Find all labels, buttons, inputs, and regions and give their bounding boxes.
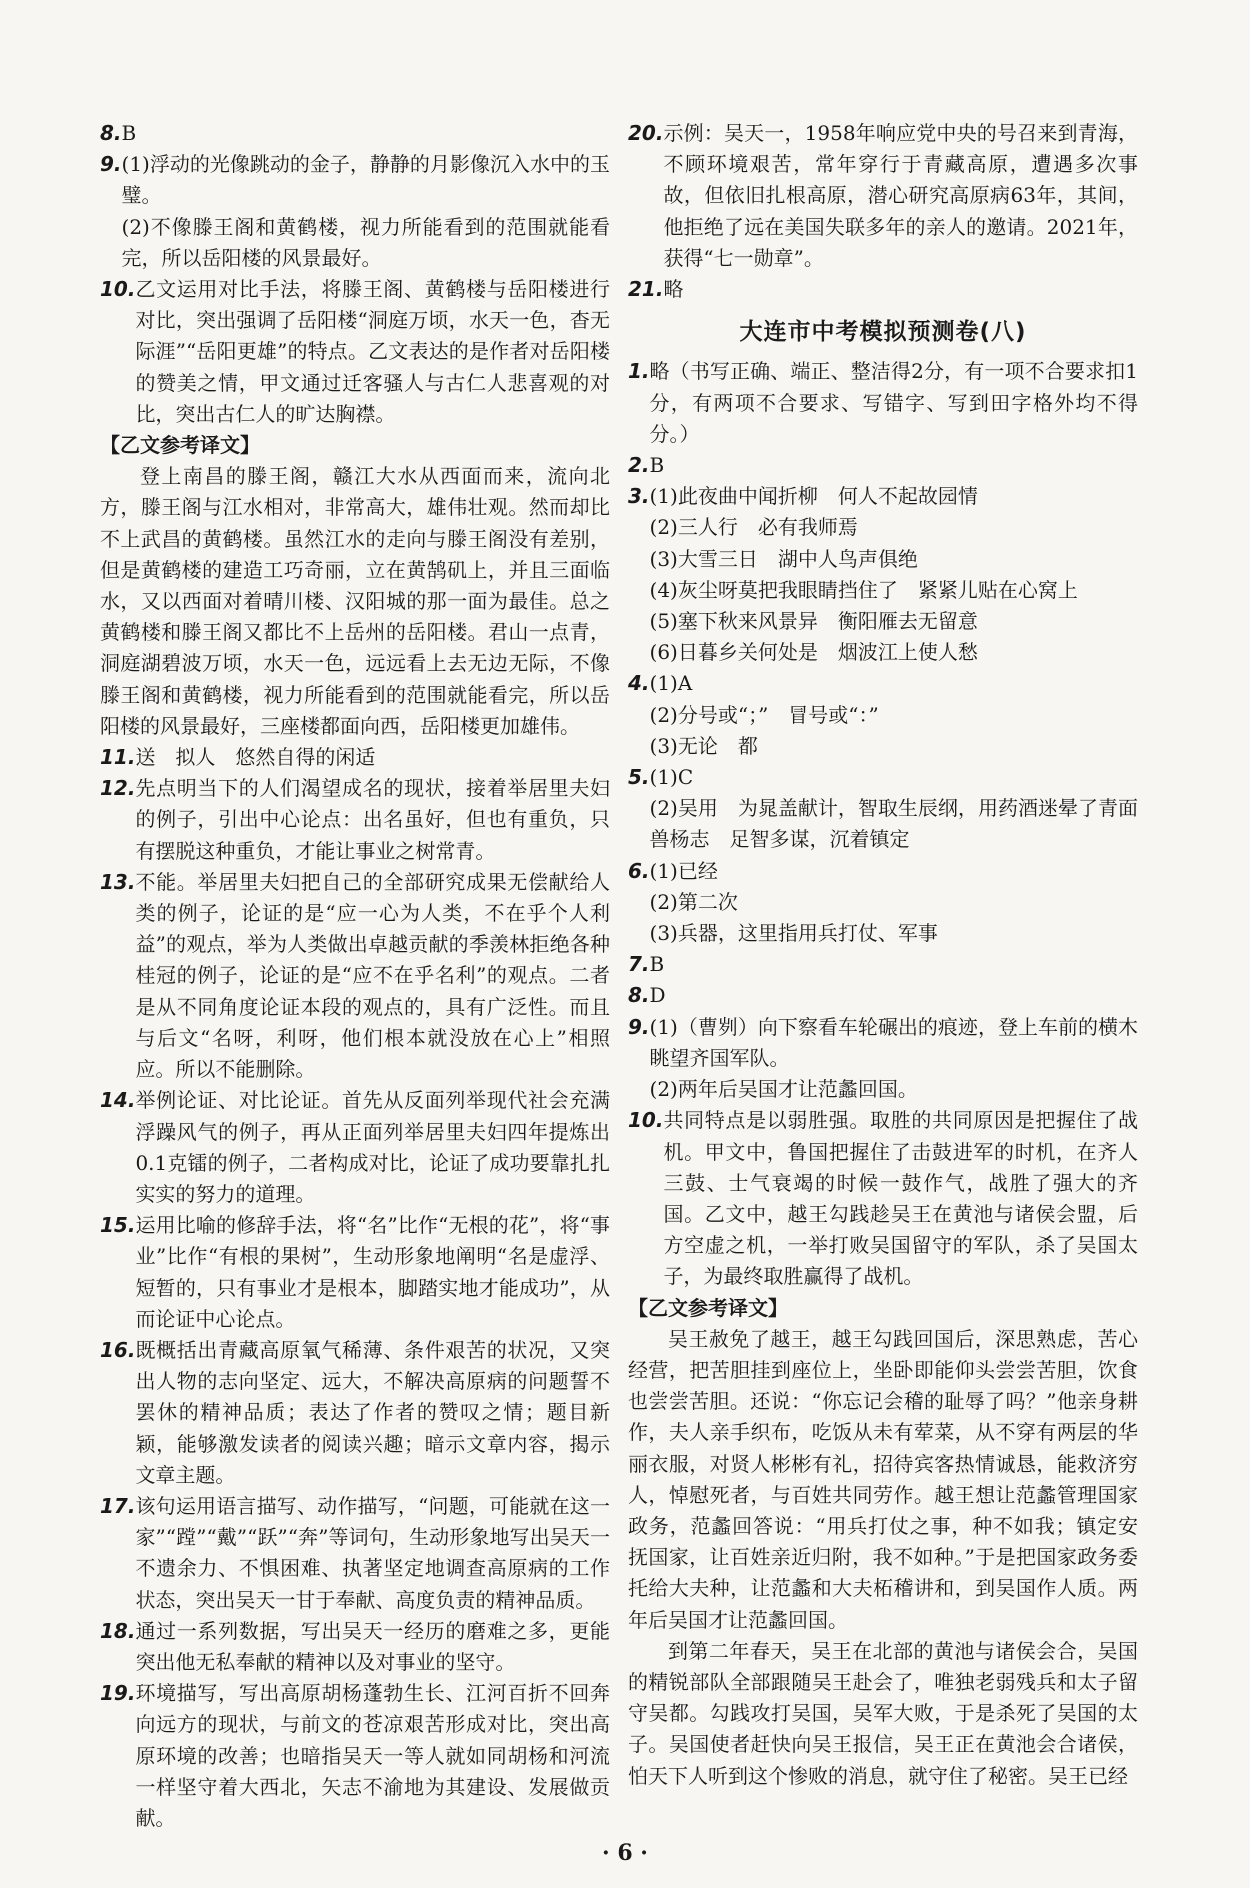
answer-number: 19. — [100, 1681, 136, 1706]
answer-item — [100, 1085, 610, 1210]
answer-line: (1)此夜曲中闻折柳 何人不起故园情 — [649, 484, 978, 509]
answer-number: 10. — [100, 277, 136, 302]
answer-number: 21. — [628, 277, 664, 302]
translation-heading: 【乙文参考译文】 — [100, 433, 260, 458]
answer-number: 8. — [628, 983, 650, 1008]
answer-line: 通过一系列数据，写出吴天一经历的磨难之多，更能突出他无私奉献的精神以及对事业的坚守。 — [135, 1618, 610, 1674]
answer-item — [100, 1491, 610, 1616]
answer-line: 该句运用语言描写、动作描写，“问题，可能就在这一家”“蹚”“戴”“跃”“奔”等词句，生动形象地写出吴天一不遗余力、不惧困难、执著坚定地调查高原病的工作状态，突出吴天一甘于奉献、高度负责的精神品质。 — [135, 1493, 610, 1612]
answer-text — [135, 1335, 610, 1491]
answer-text — [650, 668, 1138, 762]
answer-item — [628, 856, 1138, 950]
answer-item — [100, 1678, 610, 1834]
answer-number: 10. — [628, 1108, 664, 1133]
answer-line: (2)分号或“；” 冒号或“：” — [649, 702, 879, 727]
answer-line: (2)吴用 为晁盖献计，智取生辰纲，用药酒迷晕了青面兽杨志 足智多谋，沉着镇定 — [649, 796, 1138, 852]
answer-number: 7. — [628, 952, 650, 977]
answer-number: 14. — [100, 1088, 136, 1113]
answer-number: 9. — [628, 1014, 650, 1039]
answer-text — [650, 356, 1138, 450]
answer-item — [100, 773, 610, 867]
answer-item — [628, 1012, 1138, 1106]
translation-paragraph: 吴王赦免了越王，越王勾践回国后，深思熟虑，苦心经营，把苦胆挂到座位上，坐卧即能仰头尝尝苦胆，饮食也尝尝苦胆。还说：“你忘记会稽的耻辱了吗？”他亲身耕作，夫人亲手织布，吃饭从未有荤菜，从不穿有两层的华丽衣服，对贤人彬彬有礼，招待宾客热情诚恳，能救济穷人，悼慰死者，与百姓共同劳作。越王想让范蠡管理国家政务，范蠡回答说：“用兵打仗之事，种不如我；镇定安抚国家，让百姓亲近归附，我不如种。”于是把国家政务委托给大夫种，让范蠡和大夫柘稽讲和，到吴国作人质。两年后吴国才让范蠡回国。 — [628, 1326, 1138, 1632]
answer-line: 环境描写，写出高原胡杨蓬勃生长、江河百折不回奔向远方的现状，与前文的苍凉艰苦形成对比，突出高原环境的改善；也暗指吴天一等人就如同胡杨和河流一样坚守着大西北，矢志不渝地为其建设、发展做贡献。 — [135, 1681, 610, 1830]
answer-line: 运用比喻的修辞手法，将“名”比作“无根的花”，将“事业”比作“有根的果树”，生动形象地阐明“名是虚浮、短暂的，只有事业才是根本，脚踏实地才能成功”，从而论证中心论点。 — [135, 1213, 610, 1331]
answer-text — [663, 1105, 1138, 1292]
answer-text — [122, 118, 610, 149]
answer-number: 17. — [100, 1493, 136, 1518]
answer-number: 4. — [628, 671, 650, 696]
answer-line: (5)塞下秋来风景异 衡阳雁去无留意 — [649, 609, 978, 634]
answer-line: 略 — [663, 277, 684, 302]
answer-item — [628, 356, 1138, 450]
answer-line: (6)日暮乡关何处是 烟波江上使人愁 — [649, 640, 978, 665]
answer-item — [100, 149, 610, 274]
answer-number: 3. — [628, 484, 650, 509]
answer-number: 18. — [100, 1618, 136, 1643]
translation-paragraph: 登上南昌的滕王阁，赣江大水从西面而来，流向北方，滕王阁与江水相对，非常高大，雄伟壮观。然而却比不上武昌的黄鹤楼。虽然江水的走向与滕王阁没有差别，但是黄鹤楼的建造工巧奇丽，立在黄鹄矶上，并且三面临水，又以西面对着晴川楼、汉阳城的那一面为最佳。总之黄鹤楼和滕王阁又都比不上岳州的岳阳楼。君山一点青，洞庭湖碧波万顷，水天一色，远远看上去无边无际，不像滕王阁和黄鹤楼，视力所能看到的范围就能看完，所以岳阳楼的风景最好，三座楼都面向西，岳阳楼更加雄伟。 — [100, 464, 610, 738]
answer-item — [100, 867, 610, 1085]
answer-line: 先点明当下的人们渴望成名的现状，接着举居里夫妇的例子，引出中心论点：出名虽好，但也有重负，只有摆脱这种重负，才能让事业之树常青。 — [135, 776, 610, 863]
answer-line: (1)C — [649, 765, 694, 790]
answer-line: (3)大雪三日 湖中人鸟声俱绝 — [649, 546, 918, 571]
answer-line: 送 拟人 悠然自得的闲适 — [135, 745, 376, 770]
answer-item — [628, 274, 1138, 305]
answer-number: 9. — [100, 152, 122, 177]
answer-line: (3)兵器，这里指用兵打仗、军事 — [649, 921, 938, 946]
answer-text — [663, 118, 1138, 274]
answer-text — [135, 1678, 610, 1834]
answer-number: 1. — [628, 359, 650, 384]
answer-line: B — [121, 121, 137, 145]
answer-item — [628, 118, 1138, 274]
answer-item — [100, 1616, 610, 1678]
page-number: · 6 · — [602, 1840, 648, 1866]
section-title: 大连市中考模拟预测卷(八) — [739, 319, 1027, 346]
answer-line: 示例：吴天一，1958年响应党中央的号召来到青海，不顾环境艰苦，常年穿行于青藏高原，遭遇多次事故，但依旧扎根高原，潜心研究高原病63年，其间，他拒绝了远在美国失联多年的亲人的邀请。2021年，获得“七一勋章”。 — [663, 121, 1138, 270]
answer-number: 2. — [628, 453, 650, 478]
answer-line: B — [649, 952, 665, 977]
answer-number: 13. — [100, 869, 136, 894]
answer-text — [650, 856, 1138, 950]
answer-number: 15. — [100, 1213, 136, 1238]
answer-line: (2)两年后吴国才让范蠡回国。 — [649, 1077, 918, 1102]
answer-line: 既概括出青藏高原氧气稀薄、条件艰苦的状况，又突出人物的志向坚定、远大，不解决高原病的问题誓不罢休的精神品质；表达了作者的赞叹之情；题目新颖，能够激发读者的阅读兴趣；暗示文章内容，揭示文章主题。 — [135, 1337, 610, 1487]
answer-item — [100, 274, 610, 430]
answer-text — [135, 1085, 610, 1210]
answer-item — [628, 668, 1138, 762]
answer-item — [628, 481, 1138, 668]
answer-item — [100, 742, 610, 773]
translation-paragraph: 到第二年春天，吴王在北部的黄池与诸侯会合，吴国的精锐部队全部跟随吴王赴会了，唯独老弱残兵和太子留守吴都。勾践攻打吴国，吴军大败，于是杀死了吴国的太子。吴国使者赶快向吴王报信，吴王正在黄池会合诸侯，怕天下人听到这个惨败的消息，就守住了秘密。吴王已经 — [628, 1638, 1138, 1788]
answer-text — [663, 274, 1138, 305]
answer-line: (4)灰尘呀莫把我眼睛挡住了 紧紧儿贴在心窝上 — [649, 577, 1078, 602]
answer-item — [100, 1335, 610, 1491]
answer-item — [628, 1105, 1138, 1292]
answer-line: 略（书写正确、端正、整洁得2分，有一项不合要求扣1分，有两项不合要求、写错字、写到田字格外均不得分。） — [649, 359, 1138, 446]
answer-number: 6. — [628, 858, 650, 883]
answer-item — [628, 450, 1138, 481]
answer-line: 举例论证、对比论证。首先从反面列举现代社会充满浮躁风气的例子，再从正面列举居里夫妇四年提炼出0.1克镭的例子，二者构成对比，论证了成功要靠扎扎实实的努力的道理。 — [135, 1088, 610, 1206]
answer-line: 乙文运用对比手法，将滕王阁、黄鹤楼与岳阳楼进行对比，突出强调了岳阳楼“洞庭万顷，水天一色，杳无际涯”“岳阳更雄”的特点。乙文表达的是作者对岳阳楼的赞美之情，甲文通过迁客骚人与古仁人悲喜观的对比，突出古仁人的旷达胸襟。 — [135, 277, 610, 426]
answer-item — [628, 762, 1138, 856]
answer-number: 5. — [628, 765, 650, 790]
answer-line: (2)第二次 — [649, 889, 738, 914]
answer-line: (1)已经 — [649, 858, 718, 883]
answer-line: (1)浮动的光像跳动的金子，静静的月影像沉入水中的玉璧。 — [121, 152, 610, 208]
answer-text — [135, 1210, 610, 1335]
answer-text — [135, 1616, 610, 1678]
answer-text — [135, 1491, 610, 1616]
answer-text — [135, 773, 610, 867]
answer-text — [135, 274, 610, 430]
answer-text — [650, 450, 1138, 481]
answer-item — [100, 1210, 610, 1335]
left-column — [100, 118, 610, 1834]
answer-number: 11. — [100, 745, 136, 770]
answer-line: 共同特点是以弱胜强。取胜的共同原因是把握住了战机。甲文中，鲁国把握住了击鼓进军的时机，在齐人三鼓、士气衰竭的时候一鼓作气，战胜了强大的齐国。乙文中，越王勾践趁吴王在黄池与诸侯会盟，后方空虚之机，一举打败吴国留守的军队，杀了吴国太子，为最终取胜赢得了战机。 — [663, 1108, 1138, 1289]
answer-text — [135, 867, 610, 1085]
answer-text — [650, 762, 1138, 856]
answer-text — [122, 149, 610, 274]
answer-item — [628, 949, 1138, 980]
answer-text — [650, 980, 1138, 1011]
answer-line: (2)三人行 必有我师焉 — [649, 515, 858, 540]
answer-text — [650, 1012, 1138, 1106]
answer-text — [135, 742, 610, 773]
answer-number: 8. — [100, 121, 122, 145]
answer-number: 16. — [100, 1337, 136, 1362]
answer-line: (2)不像滕王阁和黄鹤楼，视力所能看到的范围就能看完，所以岳阳楼的风景最好。 — [121, 214, 610, 270]
answer-number: 12. — [100, 776, 136, 801]
answer-number: 20. — [628, 121, 664, 145]
answer-line: 不能。举居里夫妇把自己的全部研究成果无偿献给人类的例子，论证的是“应一心为人类，不在乎个人利益”的观点，举为人类做出卓越贡献的季羡林拒绝各种桂冠的例子，论证的是“应不在乎名利”的观点。二者是从不同角度论证本段的观点的，具有广泛性。而且与后文“名呀，利呀，他们根本就没放在心上”相照应。所以不能删除。 — [135, 869, 610, 1082]
answer-line: B — [649, 453, 665, 478]
answer-line: (3)无论 都 — [649, 733, 758, 758]
right-column — [628, 118, 1138, 1792]
answer-line: (1)（曹刿）向下察看车轮碾出的痕迹，登上车前的横木眺望齐国军队。 — [649, 1014, 1138, 1070]
answer-item — [628, 980, 1138, 1011]
answer-line: (1)A — [649, 671, 693, 696]
answer-line: D — [649, 983, 666, 1008]
answer-text — [650, 949, 1138, 980]
answer-item — [100, 118, 610, 149]
translation-heading: 【乙文参考译文】 — [628, 1295, 788, 1320]
answer-text — [650, 481, 1138, 668]
